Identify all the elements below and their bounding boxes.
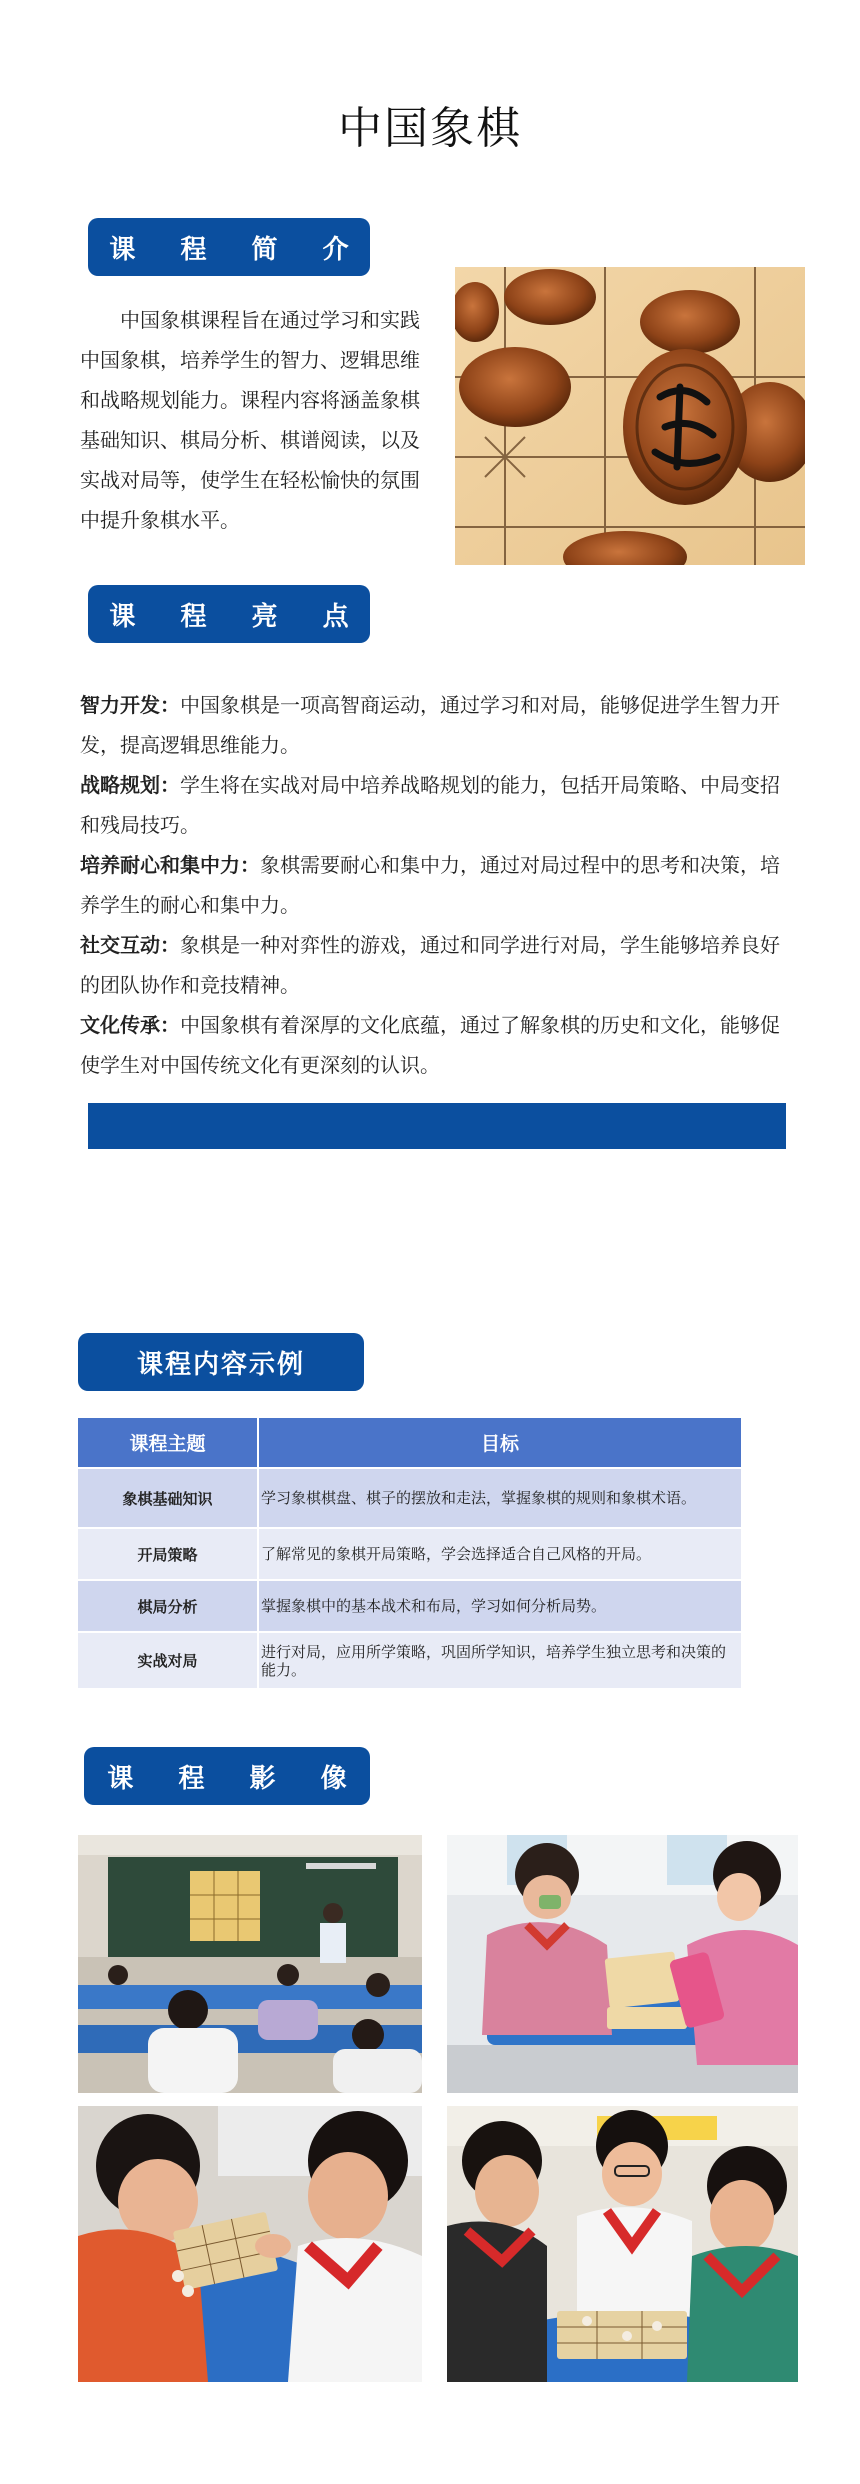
highlight-text: 中国象棋是一项高智商运动，通过学习和对局，能够促进学生智力开发，提高逻辑思维能力。 — [80, 693, 780, 757]
row-topic: 棋局分析 — [78, 1580, 258, 1632]
table-row — [78, 1528, 741, 1580]
row-goal: 学习象棋棋盘、棋子的摆放和走法，掌握象棋的规则和象棋术语。 — [258, 1468, 741, 1528]
highlight-label: 智力开发： — [80, 693, 180, 717]
table-row — [78, 1468, 741, 1528]
row-topic: 实战对局 — [78, 1632, 258, 1688]
row-topic: 开局策略 — [78, 1528, 258, 1580]
highlights-heading: 课 程 亮 点 — [88, 585, 370, 643]
table-row — [78, 1580, 741, 1632]
table-row — [78, 1632, 741, 1688]
highlight-item — [80, 845, 780, 925]
page-title: 中国象棋 — [338, 103, 522, 154]
students-playing-photo-3 — [447, 2106, 798, 2382]
highlight-text: 学生将在实战对局中培养战略规划的能力，包括开局策略、中局变招和残局技巧。 — [80, 773, 780, 837]
highlight-text: 象棋需要耐心和集中力，通过对局过程中的思考和决策，培养学生的耐心和集中力。 — [80, 853, 780, 917]
intro-heading: 课 程 简 介 — [88, 218, 370, 276]
course-content-table — [78, 1418, 741, 1688]
highlights-list — [80, 685, 780, 1085]
section-divider-bar — [88, 1103, 786, 1149]
column-header-goal: 目标 — [258, 1418, 741, 1468]
highlight-text: 象棋是一种对弈性的游戏，通过和同学进行对局，学生能够培养良好的团队协作和竞技精神。 — [80, 933, 780, 997]
highlight-item — [80, 685, 780, 765]
highlight-label: 培养耐心和集中力： — [80, 853, 260, 877]
highlight-item — [80, 925, 780, 1005]
row-topic: 象棋基础知识 — [78, 1468, 258, 1528]
highlight-label: 社交互动： — [80, 933, 180, 957]
row-goal: 掌握象棋中的基本战术和布局，学习如何分析局势。 — [258, 1580, 741, 1632]
highlight-label: 战略规划： — [80, 773, 180, 797]
highlight-text: 中国象棋有着深厚的文化底蕴，通过了解象棋的历史和文化，能够促使学生对中国传统文化有更深刻的认识。 — [80, 1013, 780, 1077]
intro-text: 中国象棋课程旨在通过学习和实践中国象棋，培养学生的智力、逻辑思维和战略规划能力。课程内容将涵盖象棋基础知识、棋局分析、棋谱阅读，以及实战对局等，使学生在轻松愉快的氛围中提升象棋水平。 — [80, 308, 420, 532]
table-header-row — [78, 1418, 741, 1468]
highlight-item — [80, 1005, 780, 1085]
column-header-topic: 课程主题 — [78, 1418, 258, 1468]
gallery-heading: 课 程 影 像 — [84, 1747, 370, 1805]
content-heading: 课程内容示例 — [78, 1333, 364, 1391]
xiangqi-pieces-photo — [455, 267, 805, 565]
students-playing-photo-1 — [447, 1835, 798, 2093]
row-goal: 了解常见的象棋开局策略，学会选择适合自己风格的开局。 — [258, 1528, 741, 1580]
highlight-item — [80, 765, 780, 845]
classroom-photo — [78, 1835, 422, 2093]
highlight-label: 文化传承： — [80, 1013, 180, 1037]
row-goal: 进行对局，应用所学策略，巩固所学知识，培养学生独立思考和决策的能力。 — [258, 1632, 741, 1688]
students-playing-photo-2 — [78, 2106, 422, 2382]
